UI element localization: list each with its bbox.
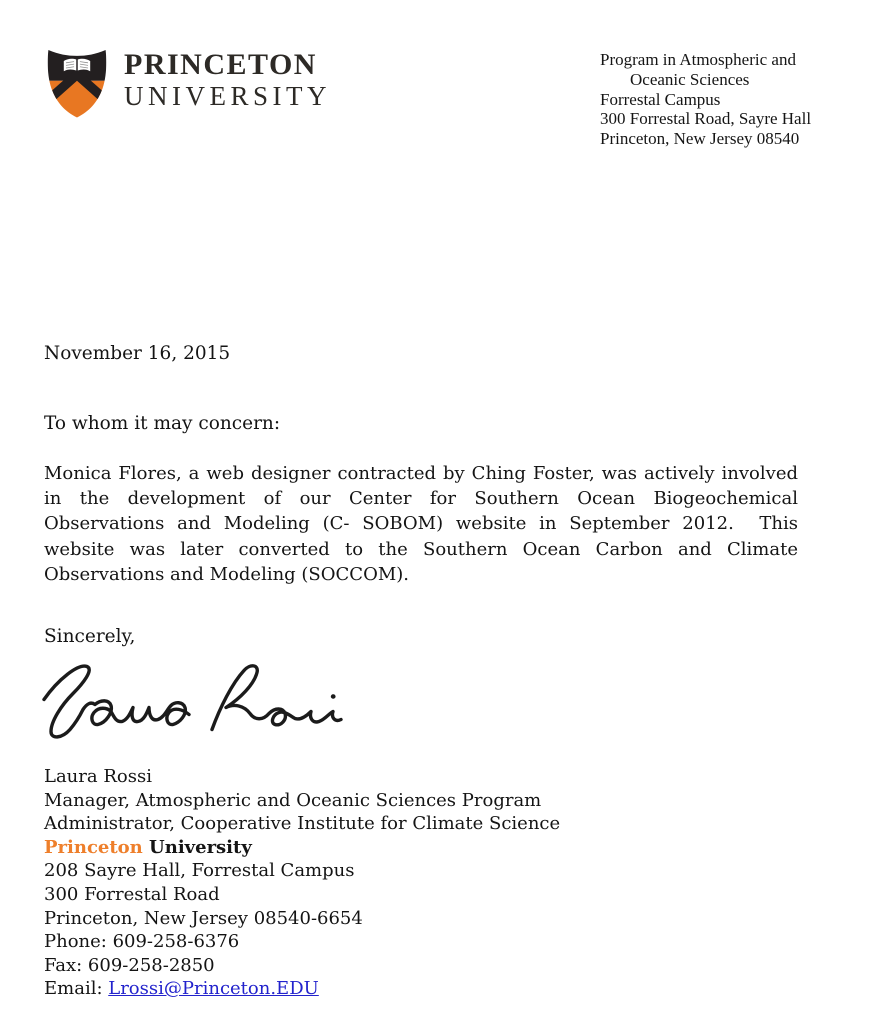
- email-label: Email:: [44, 978, 109, 1000]
- open-book-emblem: [64, 59, 90, 71]
- signer-title-1: Manager, Atmospheric and Oceanic Sciences Program: [44, 789, 542, 811]
- signer-name: Laura Rossi: [44, 766, 152, 787]
- signature-block: [44, 765, 560, 1001]
- handwritten-signature: [36, 656, 346, 764]
- princeton-wordmark: [124, 50, 331, 110]
- organization-name-rest: University: [142, 836, 252, 858]
- fax-line: Fax: 609-258-2850: [44, 954, 215, 976]
- department-address-block: [600, 50, 811, 149]
- dept-address-line: 300 Forrestal Road, Sayre Hall: [600, 109, 812, 129]
- closing: Sincerely,: [44, 626, 136, 647]
- email-line: [44, 977, 560, 1001]
- princeton-logo: [44, 46, 331, 120]
- dept-address-line: Program in Atmospheric and: [600, 50, 796, 69]
- dept-address-line: Princeton, New Jersey 08540: [600, 129, 800, 149]
- body-paragraph: Monica Flores, a web designer contracted by Ching Foster, was actively involved in the development of our Center for Southern Ocean Biogeochemical Observations and Modeling (C- SOBOM) website in September 2012. This website was later converted to the Southern Ocean Carbon and Climate Observations and Modeling (SOCCOM).: [44, 463, 804, 585]
- wordmark-line2: UNIVERSITY: [124, 81, 331, 111]
- phone-line: Phone: 609-258-6376: [44, 931, 240, 953]
- dept-address-line: Forrestal Campus: [600, 89, 721, 109]
- email-link[interactable]: Lrossi@Princeton.EDU: [108, 978, 319, 1000]
- organization-name-highlight: Princeton: [44, 836, 143, 858]
- wordmark-line1: PRINCETON: [124, 48, 317, 81]
- signer-address-1: 208 Sayre Hall, Forrestal Campus: [44, 860, 355, 882]
- princeton-shield-icon: [44, 46, 110, 120]
- dept-address-line: Oceanic Sciences: [630, 69, 750, 89]
- signer-title-2: Administrator, Cooperative Institute for Climate Science: [44, 813, 561, 835]
- signer-address-3: Princeton, New Jersey 08540-6654: [44, 907, 363, 929]
- salutation: To whom it may concern:: [44, 413, 281, 434]
- organization-line: [44, 836, 560, 860]
- letter-date: November 16, 2015: [44, 343, 231, 364]
- signer-address-2: 300 Forrestal Road: [44, 883, 220, 905]
